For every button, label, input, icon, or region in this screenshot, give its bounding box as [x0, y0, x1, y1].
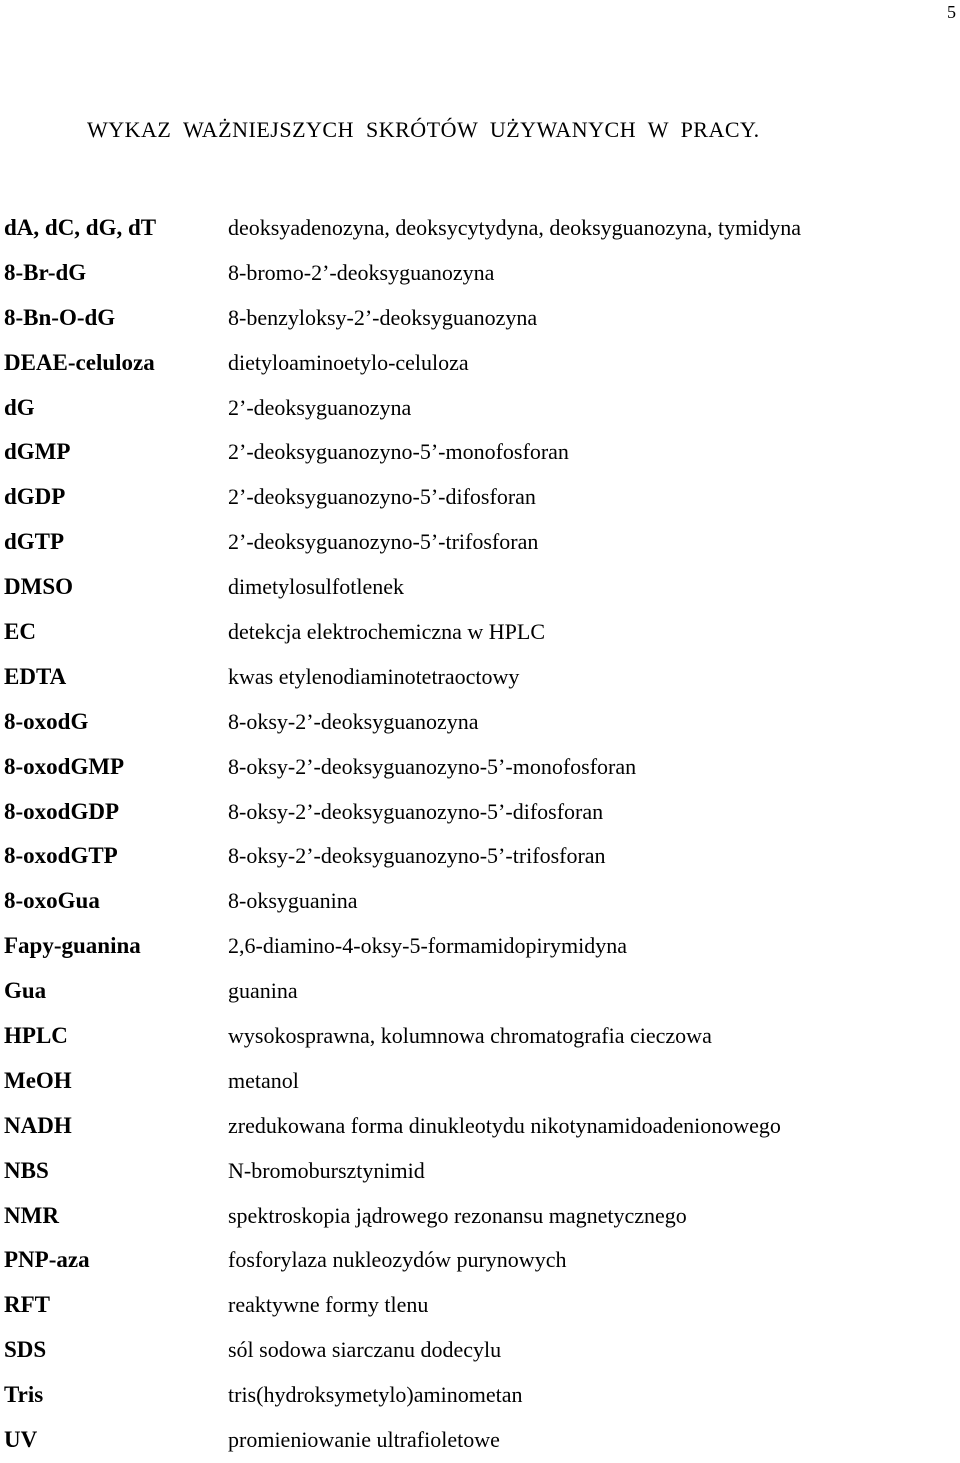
abbreviation-term: DMSO [4, 574, 73, 600]
abbreviation-term: dG [4, 394, 35, 420]
abbreviation-row [4, 1014, 954, 1059]
abbreviation-definition: zredukowana forma dinukleotydu nikotynamidoadenionowego [228, 1112, 781, 1138]
abbreviation-definition: detekcja elektrochemiczna w HPLC [228, 619, 546, 645]
abbreviation-term: 8-Bn-O-dG [4, 304, 116, 330]
abbreviation-definition: 8-bromo-2’-deoksyguanozyna [228, 259, 495, 285]
abbreviation-row [4, 1373, 954, 1418]
abbreviation-term: 8-oxodG [4, 708, 89, 734]
abbreviation-definition: 8-oksyguanina [228, 888, 358, 914]
abbreviation-row [4, 879, 954, 924]
abbreviation-definition: guanina [228, 978, 298, 1004]
abbreviation-term: NMR [4, 1202, 59, 1228]
abbreviation-row [4, 206, 954, 251]
abbreviation-definition: 2’-deoksyguanozyno-5’-monofosforan [228, 439, 569, 465]
abbreviation-definition: dietyloaminoetylo-celuloza [228, 349, 469, 375]
abbreviation-row [4, 475, 954, 520]
abbreviation-definition: 2’-deoksyguanozyna [228, 394, 412, 420]
abbreviation-row [4, 655, 954, 700]
abbreviation-term: 8-oxoGua [4, 888, 100, 914]
abbreviation-definition: 2,6-diamino-4-oksy-5-formamidopirymidyna [228, 933, 627, 959]
abbreviation-definition: promieniowanie ultrafioletowe [228, 1427, 500, 1453]
abbreviation-definition: 8-benzyloksy-2’-deoksyguanozyna [228, 304, 538, 330]
abbreviation-definition: N-bromobursztynimid [228, 1157, 425, 1183]
abbreviation-term: UV [4, 1427, 38, 1453]
abbreviation-term: HPLC [4, 1023, 68, 1049]
abbreviation-term: NADH [4, 1112, 72, 1138]
abbreviation-definition: dimetylosulfotlenek [228, 574, 404, 600]
abbreviation-row [4, 520, 954, 565]
abbreviation-row [4, 1194, 954, 1239]
abbreviation-term: 8-oxodGTP [4, 843, 118, 869]
abbreviation-row [4, 969, 954, 1014]
abbreviation-row [4, 1328, 954, 1373]
abbreviation-term: RFT [4, 1292, 50, 1318]
abbreviation-definition: metanol [228, 1067, 299, 1093]
abbreviation-term: PNP-aza [4, 1247, 90, 1273]
abbreviation-term: Tris [4, 1382, 44, 1408]
abbreviation-term: dGMP [4, 439, 71, 465]
abbreviation-term: 8-oxodGDP [4, 798, 119, 824]
abbreviation-row [4, 745, 954, 790]
abbreviation-row [4, 834, 954, 879]
abbreviation-row [4, 1104, 954, 1149]
abbreviation-definition: 8-oksy-2’-deoksyguanozyna [228, 708, 479, 734]
abbreviation-row [4, 1059, 954, 1104]
abbreviation-row [4, 924, 954, 969]
abbreviation-term: EDTA [4, 663, 67, 689]
abbreviation-term: MeOH [4, 1067, 72, 1093]
abbreviation-row [4, 1238, 954, 1283]
abbreviation-row [4, 430, 954, 475]
abbreviation-row [4, 1418, 954, 1463]
abbreviation-row [4, 251, 954, 296]
abbreviation-definition: sól sodowa siarczanu dodecylu [228, 1337, 502, 1363]
abbreviation-term: 8-Br-dG [4, 259, 87, 285]
abbreviation-row [4, 565, 954, 610]
abbreviation-term: EC [4, 619, 36, 645]
abbreviation-definition: 8-oksy-2’-deoksyguanozyno-5’-trifosforan [228, 843, 606, 869]
abbreviation-row [4, 341, 954, 386]
abbreviation-term: Fapy-guanina [4, 933, 141, 959]
abbreviation-term: 8-oxodGMP [4, 753, 125, 779]
abbreviation-definition: 2’-deoksyguanozyno-5’-difosforan [228, 484, 536, 510]
abbreviation-row [4, 1283, 954, 1328]
abbreviation-row [4, 296, 954, 341]
abbreviation-row [4, 1149, 954, 1194]
abbreviation-definition: 8-oksy-2’-deoksyguanozyno-5’-monofosforan [228, 753, 637, 779]
abbreviation-term: Gua [4, 978, 47, 1004]
abbreviation-row [4, 790, 954, 835]
abbreviation-list [4, 206, 954, 1463]
abbreviation-row [4, 700, 954, 745]
abbreviation-term: dGDP [4, 484, 66, 510]
abbreviation-row [4, 610, 954, 655]
abbreviation-definition: reaktywne formy tlenu [228, 1292, 429, 1318]
abbreviation-term: dGTP [4, 529, 65, 555]
page-title: WYKAZ WAŻNIEJSZYCH SKRÓTÓW UŻYWANYCH W PRACY. [87, 117, 760, 142]
abbreviation-definition: spektroskopia jądrowego rezonansu magnetycznego [228, 1202, 687, 1228]
abbreviation-term: NBS [4, 1157, 49, 1183]
abbreviation-term: DEAE-celuloza [4, 349, 155, 375]
abbreviation-definition: kwas etylenodiaminotetraoctowy [228, 663, 520, 689]
page-number: 5 [947, 2, 956, 22]
abbreviation-definition: 2’-deoksyguanozyno-5’-trifosforan [228, 529, 539, 555]
abbreviation-definition: deoksyadenozyna, deoksycytydyna, deoksyguanozyna, tymidyna [228, 215, 802, 240]
abbreviation-definition: 8-oksy-2’-deoksyguanozyno-5’-difosforan [228, 798, 604, 824]
abbreviation-definition: tris(hydroksymetylo)aminometan [228, 1382, 523, 1408]
abbreviation-row [4, 386, 954, 431]
abbreviation-term: SDS [4, 1337, 47, 1363]
abbreviation-definition: fosforylaza nukleozydów purynowych [228, 1247, 567, 1273]
abbreviation-term: dA, dC, dG, dT [4, 215, 157, 240]
abbreviation-definition: wysokosprawna, kolumnowa chromatografia cieczowa [228, 1023, 712, 1049]
